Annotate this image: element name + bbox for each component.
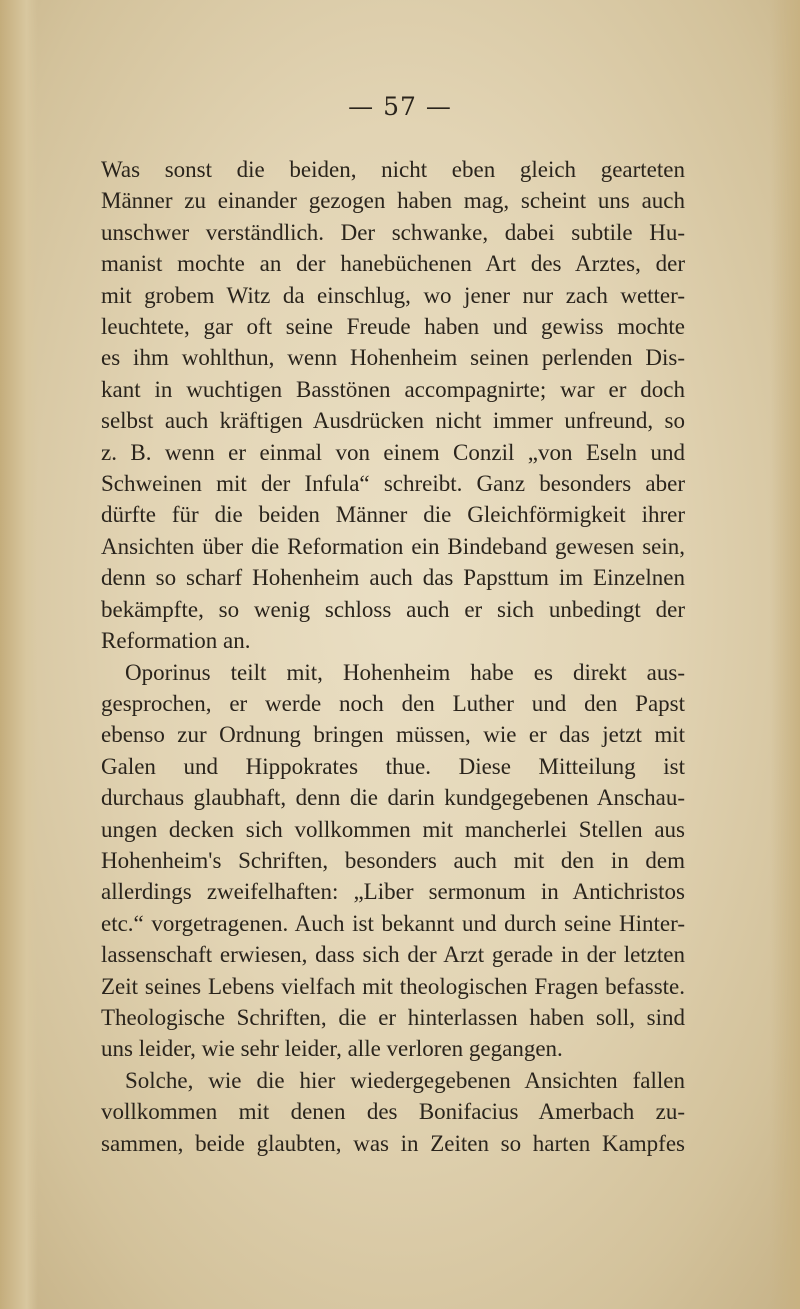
- text-line: Hohenheim's Schriften, besonders auch mit den in dem: [101, 847, 685, 873]
- text-line: ungen decken sich vollkommen mit mancherlei Stellen aus: [101, 816, 685, 842]
- text-line: es ihm wohlthun, wenn Hohenheim seinen perlenden Dis-: [101, 345, 685, 371]
- text-line-paragraph-end: Reformation an.: [101, 628, 251, 654]
- text-line: lassenschaft erwiesen, dass sich der Arzt gerade in der letzten: [101, 942, 685, 968]
- text-line: Ansichten über die Reformation ein Bindeband gewesen sein,: [101, 533, 685, 559]
- page-right-edge-shadow: [770, 0, 800, 1309]
- text-line: denn so scharf Hohenheim auch das Papsttum im Einzelnen: [101, 565, 685, 591]
- text-line: manist mochte an der hanebüchenen Art des Arztes, der: [101, 251, 685, 277]
- text-line: mit grobem Witz da einschlug, wo jener nur zach wetter-: [101, 282, 685, 308]
- page-number: — 57 —: [348, 92, 452, 121]
- text-line: Oporinus teilt mit, Hohenheim habe es direkt aus-: [125, 659, 685, 685]
- page-left-edge-shadow: [0, 0, 38, 1309]
- text-line: dürfte für die beiden Männer die Gleichförmigkeit ihrer: [101, 502, 685, 528]
- text-line: bekämpfte, so wenig schloss auch er sich unbedingt der: [101, 596, 685, 622]
- text-line: etc.“ vorgetragenen. Auch ist bekannt und durch seine Hinter-: [101, 910, 685, 936]
- text-line: Männer zu einander gezogen haben mag, scheint uns auch: [101, 188, 685, 214]
- text-line: gesprochen, er werde noch den Luther und den Papst: [101, 690, 685, 716]
- body-text: [101, 154, 685, 1159]
- text-line: leuchtete, gar oft seine Freude haben und gewiss mochte: [101, 314, 685, 340]
- text-line: selbst auch kräftigen Ausdrücken nicht immer unfreund, so: [101, 408, 685, 434]
- text-line: kant in wuchtigen Basstönen accompagnirte; war er doch: [101, 376, 685, 402]
- text-line: vollkommen mit denen des Bonifacius Amerbach zu-: [101, 1099, 685, 1125]
- text-line: Schweinen mit der Infula“ schreibt. Ganz besonders aber: [101, 471, 685, 497]
- text-line: Zeit seines Lebens vielfach mit theologischen Fragen befasste.: [101, 973, 685, 999]
- text-line: durchaus glaubhaft, denn die darin kundgegebenen Anschau-: [101, 785, 685, 811]
- text-line: ebenso zur Ordnung bringen müssen, wie er das jetzt mit: [101, 722, 685, 748]
- text-line: z. B. wenn er einmal von einem Conzil „von Eseln und: [101, 439, 685, 465]
- text-line: unschwer verständlich. Der schwanke, dabei subtile Hu-: [101, 219, 685, 245]
- text-line: Galen und Hippokrates thue. Diese Mitteilung ist: [101, 753, 685, 779]
- text-line-paragraph-end: uns leider, wie sehr leider, alle verloren gegangen.: [101, 1036, 563, 1062]
- text-line: Solche, wie die hier wiedergegebenen Ansichten fallen: [125, 1067, 685, 1093]
- text-line: Theologische Schriften, die er hinterlassen haben soll, sind: [101, 1004, 685, 1030]
- text-line: sammen, beide glaubten, was in Zeiten so harten Kampfes: [101, 1130, 685, 1156]
- text-line: allerdings zweifelhaften: „Liber sermonum in Antichristos: [101, 879, 685, 905]
- text-line: Was sonst die beiden, nicht eben gleich gearteten: [101, 157, 685, 182]
